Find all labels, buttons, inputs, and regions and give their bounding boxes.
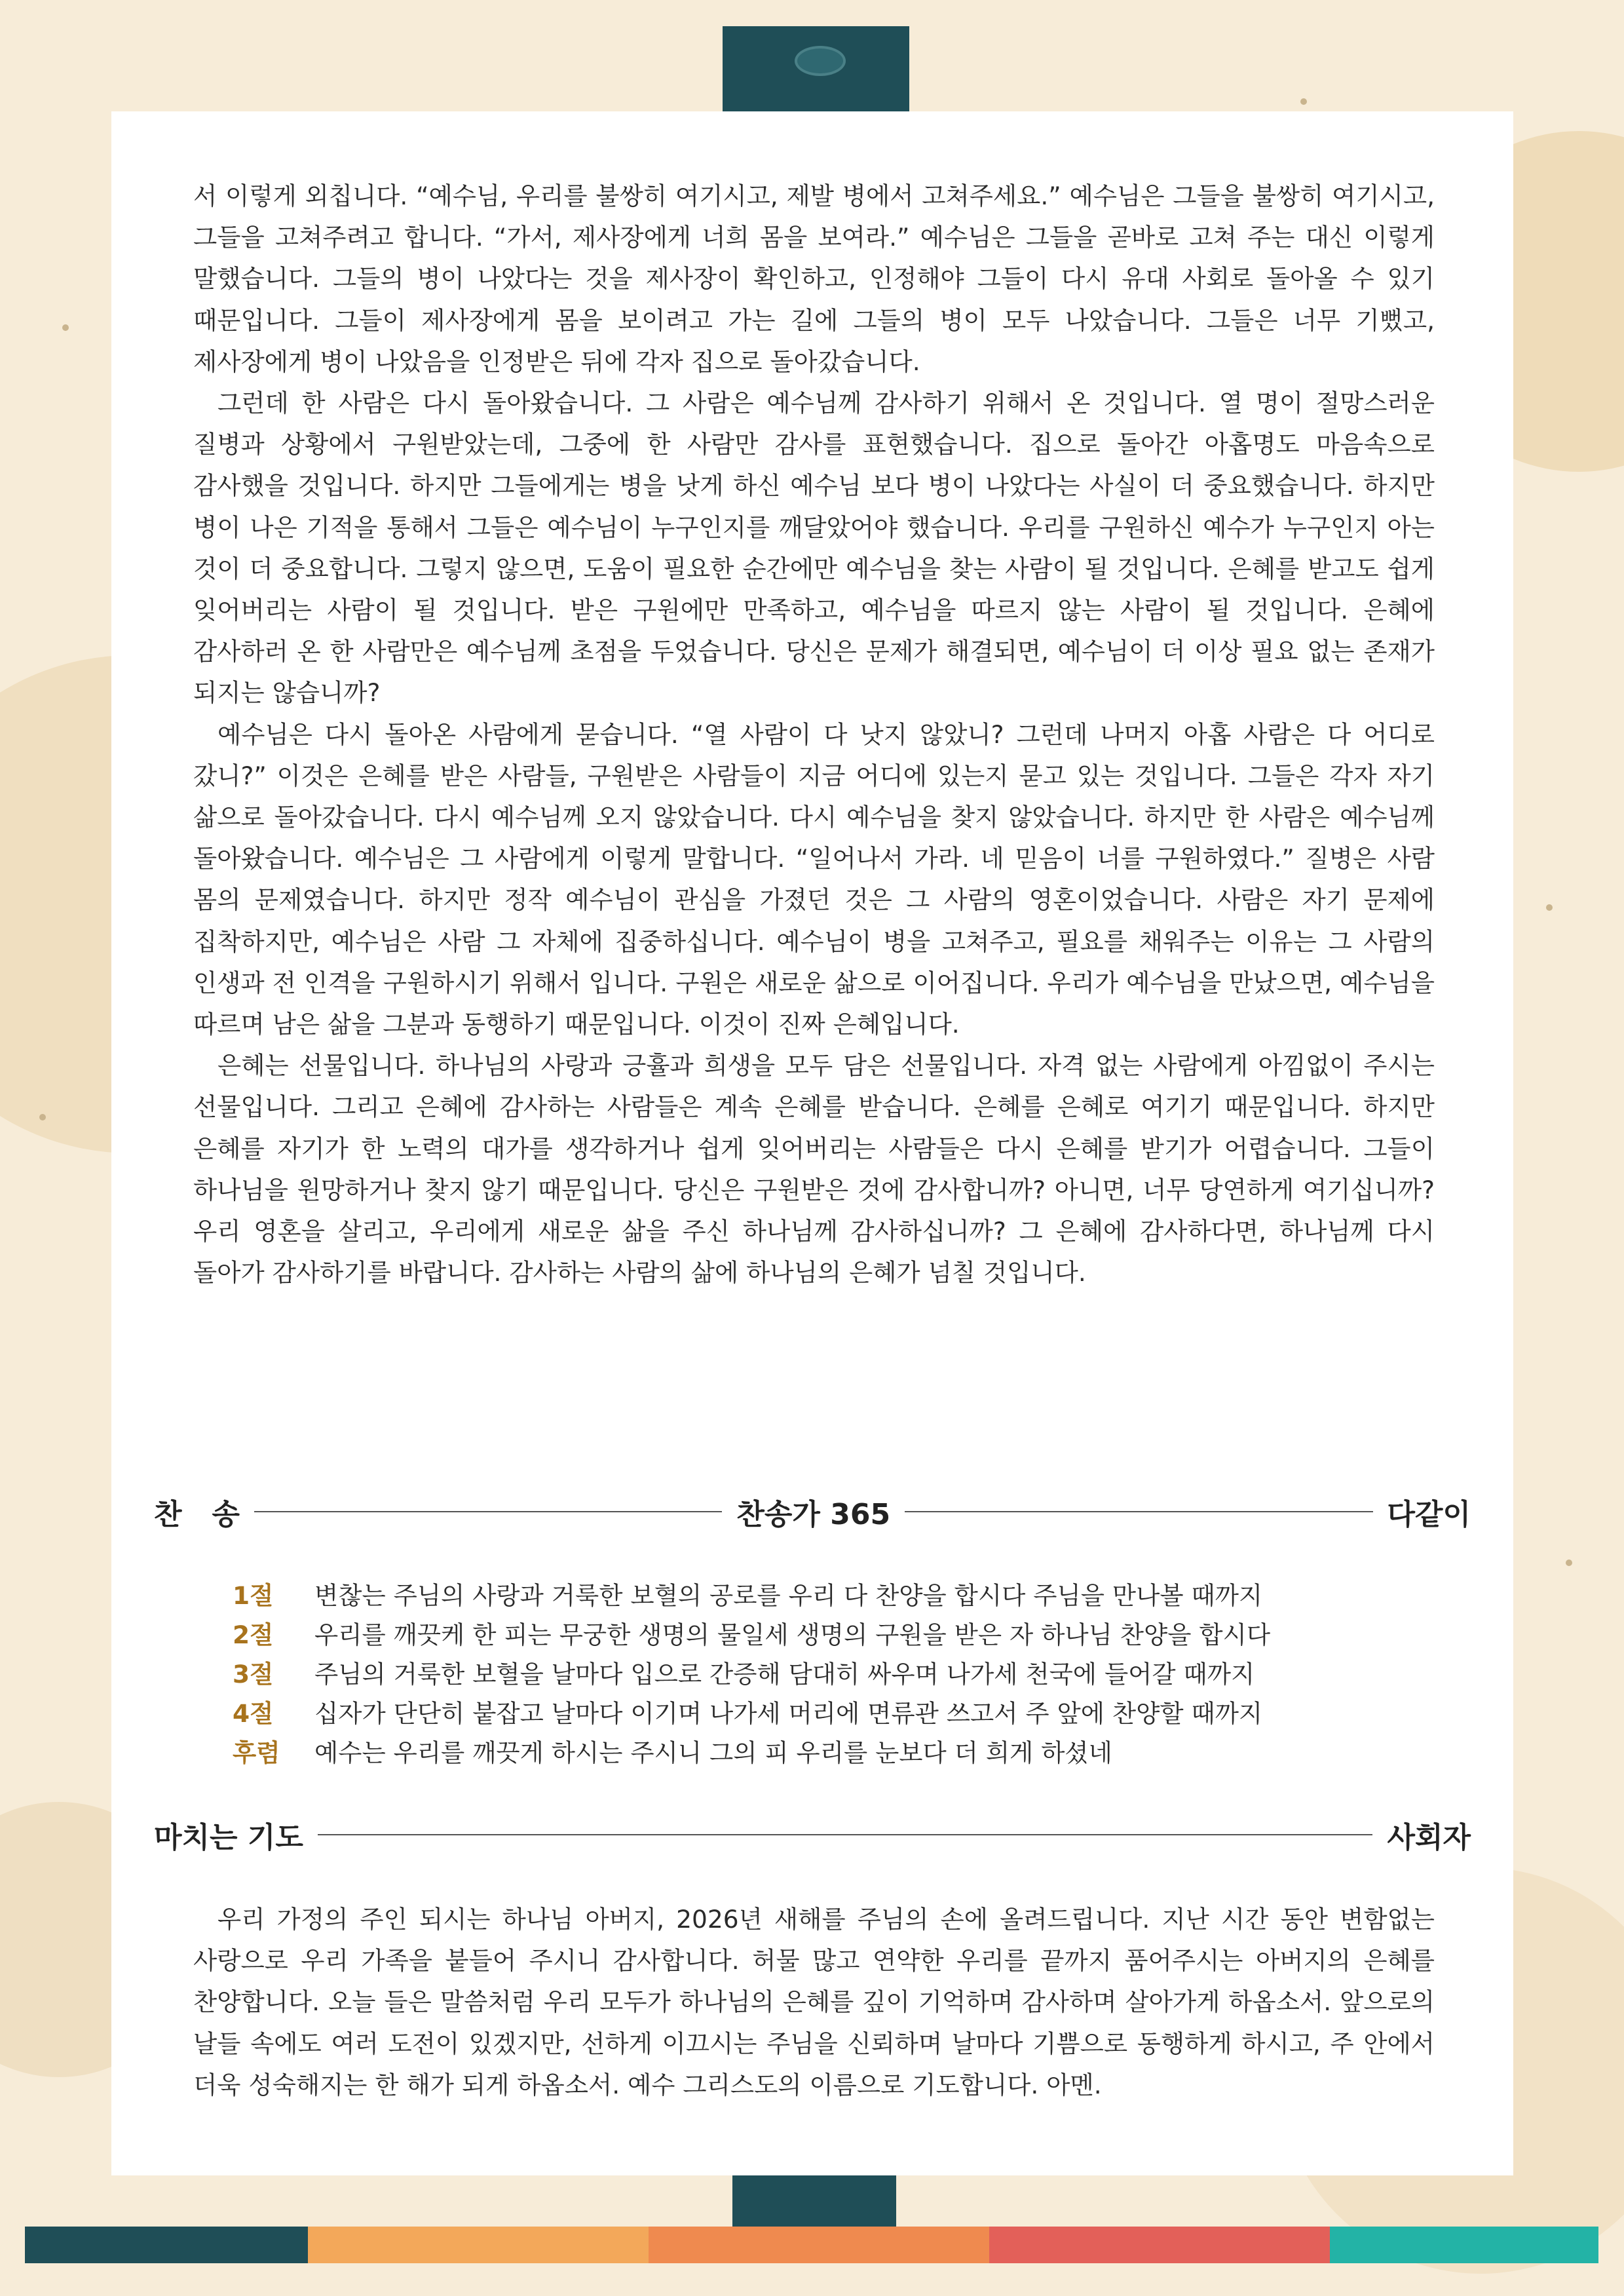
verse-number: 3절 [233,1660,274,1689]
divider [905,1511,1372,1512]
decorative-dot [1546,904,1553,911]
verse-number: 1절 [233,1581,274,1610]
emblem-icon [795,46,846,76]
verse-text: 주님의 거룩한 보혈을 날마다 입으로 간증해 담대히 싸우며 나가세 천국에 들어갈 때까지 [314,1660,1255,1689]
sermon-paragraph: 그런데 한 사람은 다시 돌아왔습니다. 그 사람은 예수님께 감사하기 위해서 온 것입니다. 열 명이 절망스러운 질병과 상황에서 구원받았는데, 그중에 한 사람만 감사를 표현했습니다. 집으로 돌아간 아홉명도 마음속으로 감사했을 것입니다. 하지만 그들에게는 병을 낫게 하신 예수님 보다 병이 나았다는 사실이 더 중요했습니다. 하지만 병이 나은 기적을 통해서 그들은 예수님이 누구인지를 깨달았어야 했습니다. 우리를 구원하신 예수가 누구인지 아는 것이 더 중요합니다. 그렇지 않으면, 도움이 필요한 순간에만 예수님을 찾는 사람이 될 것입니다. 은혜를 받고도 쉽게 잊어버리는 사람이 될 것입니다. 받은 구원에만 만족하고, 예수님을 따르지 않는 사람이 될 것입니다. 은혜에 감사하러 온 한 사람만은 예수님께 초점을 두었습니다. 당신은 문제가 해결되면, 예수님이 더 이상 필요 없는 존재가 되지는 않습니까? [193,389,1435,708]
closing-prayer-header [154,1815,1471,1854]
sermon-paragraph: 예수님은 다시 돌아온 사람에게 묻습니다. “열 사람이 다 낫지 않았니? 그런데 나머지 아홉 사람은 다 어디로 갔니?” 이것은 은혜를 받은 사람들, 구원받은 사람들이 지금 어디에 있는지 묻고 있는 것입니다. 그들은 각자 자기 삶으로 돌아갔습니다. 다시 예수님께 오지 않았습니다. 다시 예수님을 찾지 않았습니다. 하지만 한 사람은 예수님께 돌아왔습니다. 예수님은 그 사람에게 이렇게 말합니다. “일어나서 가라. 네 믿음이 너를 구원하였다.” 질병은 사람 몸의 문제였습니다. 하지만 정작 예수님이 관심을 가졌던 것은 그 사람의 영혼이었습니다. 사람은 자기 문제에 집착하지만, 예수님은 사람 그 자체에 집중하십니다. 예수님이 병을 고쳐주고, 필요를 채워주는 이유는 그 사람의 인생과 전 인격을 구원하시기 위해서 입니다. 구원은 새로운 삶으로 이어집니다. 우리가 예수님을 만났으면, 예수님을 따르며 남은 삶을 그분과 동행하기 때문입니다. 이것이 진짜 은혜입니다. [193,719,1435,1039]
decorative-dot [62,324,69,331]
closing-prayer-leader: 사회자 [1387,1821,1471,1854]
hymn-header [154,1492,1471,1531]
verse-text: 우리를 깨끗케 한 피는 무궁한 생명의 물일세 생명의 구원을 받은 자 하나님 찬양을 합시다 [314,1620,1271,1649]
verse-line [233,1694,1445,1733]
verse-text: 예수는 우리를 깨끗게 하시는 주시니 그의 피 우리를 눈보다 더 희게 하셨네 [314,1738,1112,1767]
sermon-paragraph: 은혜는 선물입니다. 하나님의 사랑과 긍휼과 희생을 모두 담은 선물입니다. 자격 없는 사람에게 아낌없이 주시는 선물입니다. 그리고 은혜에 감사하는 사람들은 계속 은혜를 받습니다. 은혜를 은혜로 여기기 때문입니다. 하지만 은혜를 자기가 한 노력의 대가를 생각하거나 쉽게 잊어버리는 사람들은 다시 은혜를 받기가 어렵습니다. 그들이 하나님을 원망하거나 찾지 않기 때문입니다. 당신은 구원받은 것에 감사합니까? 아니면, 너무 당연하게 여기십니까? 우리 영혼을 살리고, 우리에게 새로운 삶을 주신 하나님께 감사하십니까? 그 은혜에 감사하다면, 하나님께 다시 돌아가 감사하기를 바랍니다. 감사하는 사람의 삶에 하나님의 은혜가 넘칠 것입니다. [193,1051,1435,1288]
closing-prayer-body [193,1899,1435,2106]
sermon-body [193,180,1435,1298]
footer-stripe [25,2227,308,2263]
verse-number: 2절 [233,1620,274,1649]
footer-stripe [308,2227,649,2263]
footer-stripe [1330,2227,1598,2263]
hymn-leader: 다같이 [1387,1498,1471,1531]
decorative-dot [1566,1559,1572,1566]
verse-text: 변찮는 주님의 사랑과 거룩한 보혈의 공로를 우리 다 찬양을 합시다 주님을 만나볼 때까지 [314,1581,1263,1610]
verse-text: 십자가 단단히 붙잡고 날마다 이기며 나가세 머리에 면류관 쓰고서 주 앞에 찬양할 때까지 [314,1699,1263,1728]
bottom-footer-tab [732,2174,896,2227]
decorative-dot [39,1114,46,1120]
verse-number: 4절 [233,1699,274,1728]
document-page [111,111,1513,2175]
footer-stripe [989,2227,1330,2263]
verse-line [233,1733,1445,1772]
closing-prayer-label: 마치는 기도 [154,1821,303,1854]
divider [318,1834,1373,1835]
decorative-dot [1300,98,1307,105]
verse-line [233,1655,1445,1694]
hymn-verses [233,1576,1445,1772]
footer-stripe [649,2227,989,2263]
hymn-label: 찬 송 [154,1498,240,1531]
verse-number: 후렴 [233,1738,280,1767]
verse-line [233,1615,1445,1655]
prayer-paragraph: 우리 가정의 주인 되시는 하나님 아버지, 2026년 새해를 주님의 손에 올려드립니다. 지난 시간 동안 변함없는 사랑으로 우리 가족을 붙들어 주시니 감사합니다. 허물 많고 연약한 우리를 끝까지 품어주시는 아버지의 은혜를 찬양합니다. 오늘 들은 말씀처럼 우리 모두가 하나님의 은혜를 깊이 기억하며 감사하며 살아가게 하옵소서. 앞으로의 날들 속에도 여러 도전이 있겠지만, 선하게 이끄시는 주님을 신뢰하며 날마다 기쁨으로 동행하게 하시고, 주 안에서 더욱 성숙해지는 한 해가 되게 하옵소서. 예수 그리스도의 이름으로 기도합니다. 아멘. [193,1905,1435,2099]
sermon-paragraph: 서 이렇게 외칩니다. “예수님, 우리를 불쌍히 여기시고, 제발 병에서 고쳐주세요.” 예수님은 그들을 불쌍히 여기시고, 그들을 고쳐주려고 합니다. “가서, 제사장에게 너희 몸을 보여라.” 예수님은 그들을 곧바로 고쳐 주는 대신 이렇게 말했습니다. 그들의 병이 나았다는 것을 제사장이 확인하고, 인정해야 그들이 다시 유대 사회로 돌아올 수 있기 때문입니다. 그들이 제사장에게 몸을 보이려고 가는 길에 그들의 병이 모두 나았습니다. 그들은 너무 기뻤고, 제사장에게 병이 나았음을 인정받은 뒤에 각자 집으로 돌아갔습니다. [193,182,1435,376]
divider [254,1511,722,1512]
verse-line [233,1576,1445,1615]
hymn-title: 찬송가 365 [736,1498,891,1531]
